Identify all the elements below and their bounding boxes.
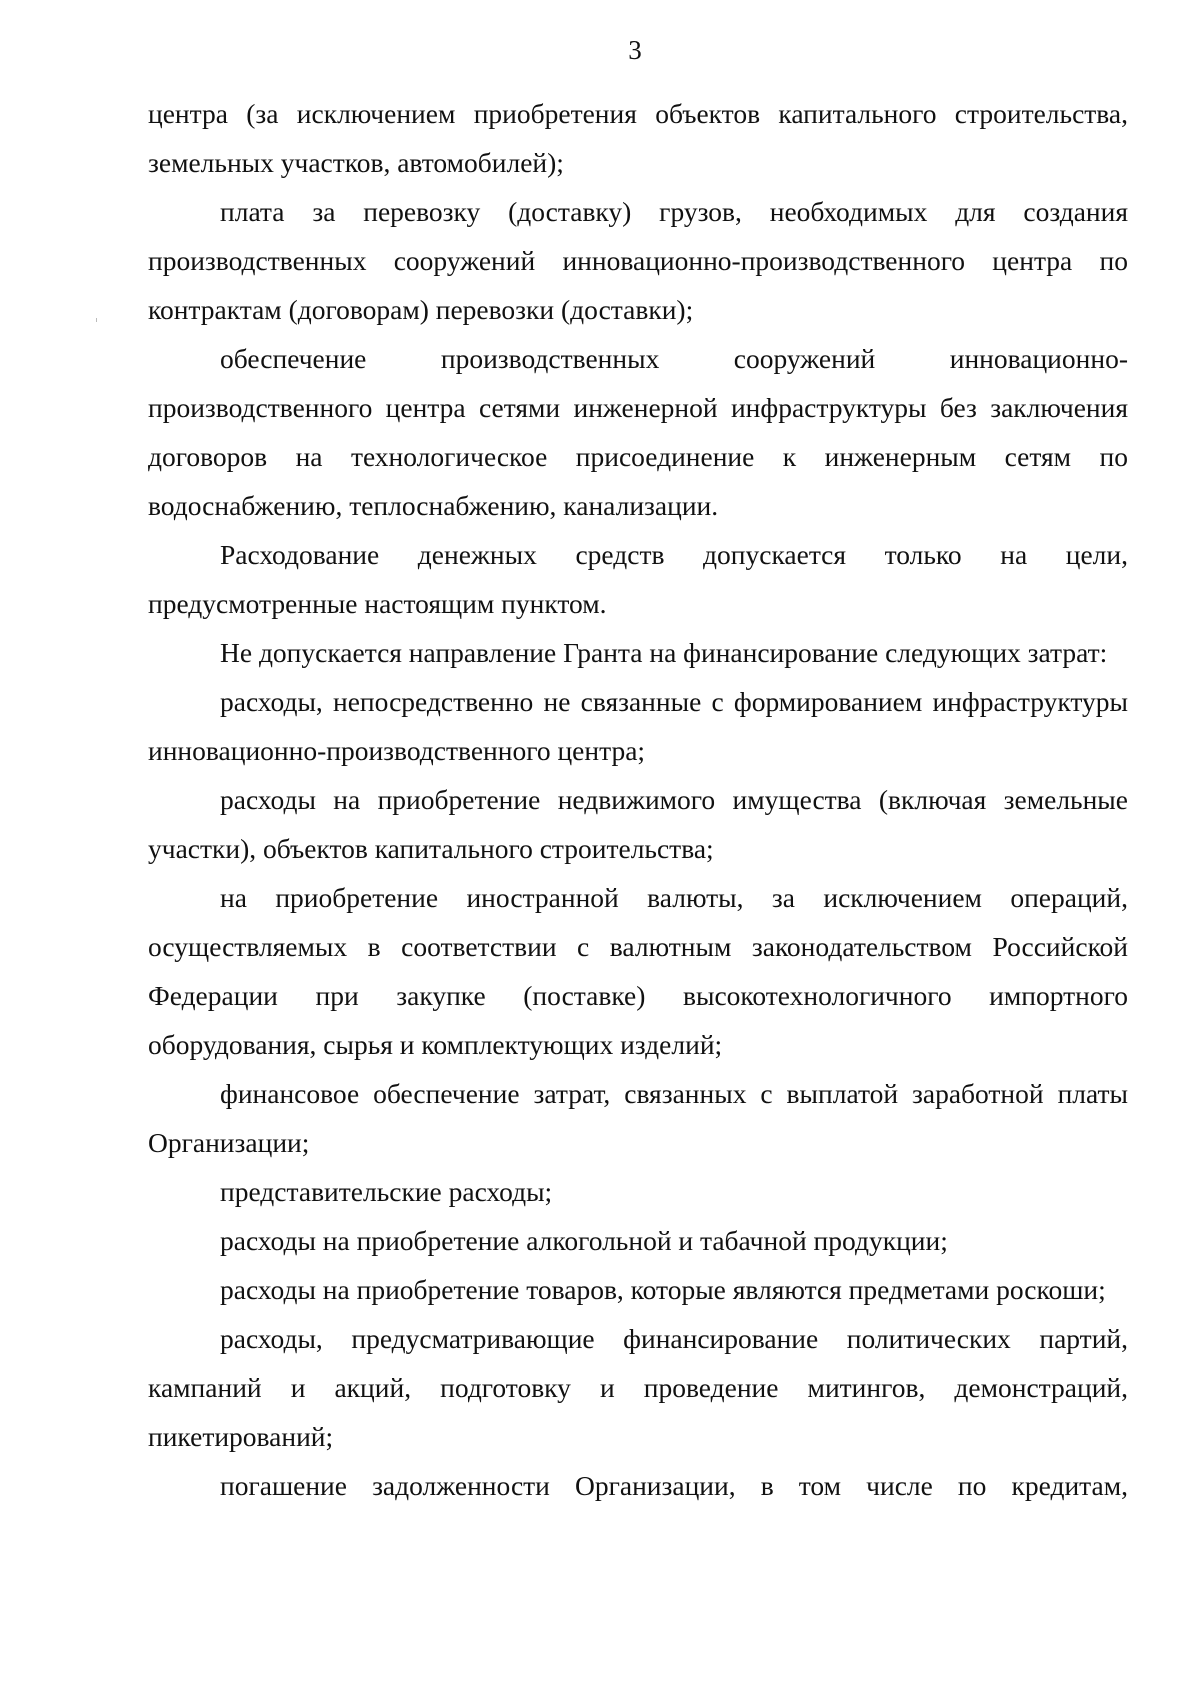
paragraph-infrastructure-networks: обеспечение производственных сооружений инновационно-производственного центра сетями инженерной инфраструктуры без заключения договоров на технологическое присоединение к инженерным сетям по водоснабжению, теплоснабжению, канализации. bbox=[148, 343, 1128, 521]
page-number: 3 bbox=[628, 35, 642, 65]
paragraph-continuation: центра (за исключением приобретения объектов капитального строительства, земельных участков, автомобилей); bbox=[148, 98, 1128, 178]
paragraph-prohibited-intro: Не допускается направление Гранта на финансирование следующих затрат: bbox=[220, 637, 1108, 668]
paragraph-spending-purpose: Расходование денежных средств допускается только на цели, предусмотренные настоящим пунктом. bbox=[148, 539, 1128, 619]
paragraph-representative: представительские расходы; bbox=[220, 1176, 553, 1207]
paragraph-political: расходы, предусматривающие финансирование политических партий, кампаний и акций, подготовку и проведение митингов, демонстраций, пикетирований; bbox=[148, 1323, 1128, 1452]
paragraph-foreign-currency: на приобретение иностранной валюты, за исключением операций, осуществляемых в соответствии с валютным законодательством Российской Федерации при закупке (поставке) высокотехнологичного импортного оборудования, сырья и комплектующих изделий; bbox=[148, 882, 1128, 1060]
paragraph-transport-costs: плата за перевозку (доставку) грузов, необходимых для создания производственных сооружений инновационно-производственного центра по контрактам (договорам) перевозки (доставки); bbox=[148, 196, 1128, 325]
paragraph-alcohol-tobacco: расходы на приобретение алкогольной и табачной продукции; bbox=[220, 1225, 948, 1256]
paragraph-debt-repayment: погашение задолженности Организации, в том числе по кредитам, bbox=[220, 1470, 1128, 1501]
document-body bbox=[148, 89, 1128, 1510]
scan-artifact bbox=[96, 318, 97, 322]
paragraph-luxury: расходы на приобретение товаров, которые являются предметами роскоши; bbox=[220, 1274, 1106, 1305]
paragraph-unrelated-expenses: расходы, непосредственно не связанные с формированием инфраструктуры инновационно-производственного центра; bbox=[148, 686, 1128, 766]
paragraph-salary: финансовое обеспечение затрат, связанных с выплатой заработной платы Организации; bbox=[148, 1078, 1128, 1158]
paragraph-real-estate: расходы на приобретение недвижимого имущества (включая земельные участки), объектов капитального строительства; bbox=[148, 784, 1128, 864]
